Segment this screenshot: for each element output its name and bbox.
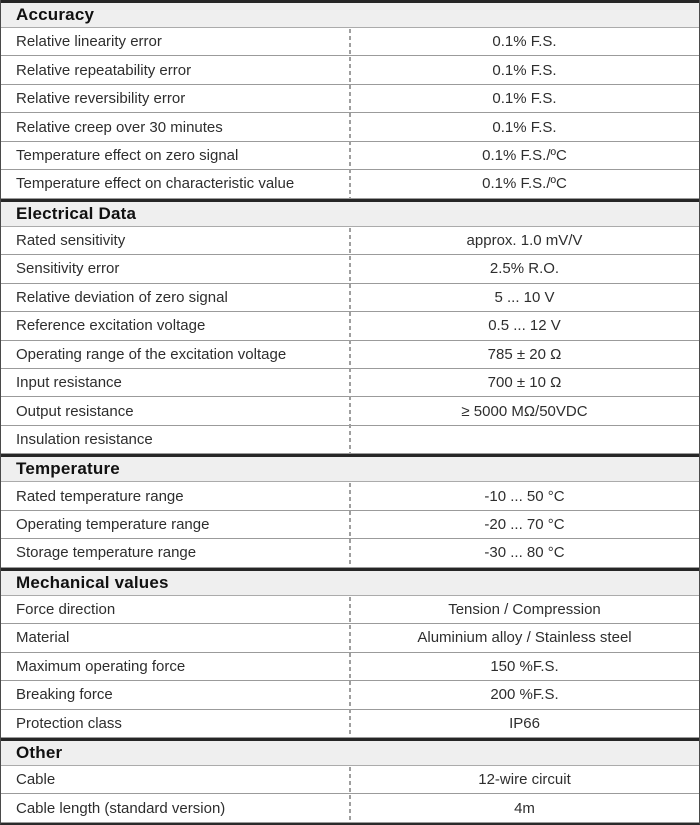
table-row bbox=[1, 85, 699, 113]
table-row bbox=[1, 653, 699, 681]
spec-section bbox=[1, 0, 699, 199]
table-row bbox=[1, 341, 699, 369]
row-value: 5 ... 10 V bbox=[494, 288, 555, 306]
row-value: 12-wire circuit bbox=[478, 771, 571, 789]
row-label: Input resistance bbox=[16, 374, 122, 392]
table-row bbox=[1, 624, 699, 652]
row-label: Rated temperature range bbox=[16, 487, 184, 505]
row-value: 0.1% F.S. bbox=[492, 118, 557, 136]
spec-section bbox=[1, 199, 699, 455]
row-value: 0.1% F.S./ºC bbox=[482, 175, 567, 193]
section-title: Mechanical values bbox=[16, 572, 169, 592]
row-label: Operating range of the excitation voltage bbox=[16, 345, 287, 363]
row-label: Storage temperature range bbox=[16, 544, 197, 562]
row-value: approx. 1.0 mV/V bbox=[466, 231, 583, 249]
row-value: 4m bbox=[514, 799, 535, 817]
table-row bbox=[1, 255, 699, 283]
row-label: Rated sensitivity bbox=[16, 231, 126, 249]
section-rows bbox=[1, 28, 699, 199]
section-title: Other bbox=[16, 742, 63, 762]
row-label: Temperature effect on zero signal bbox=[16, 147, 239, 165]
row-value: 785 ± 20 Ω bbox=[487, 345, 562, 363]
row-label: Breaking force bbox=[16, 686, 113, 704]
row-label: Operating temperature range bbox=[16, 516, 210, 534]
table-row bbox=[1, 794, 699, 822]
row-label: Relative reversibility error bbox=[16, 90, 186, 108]
row-value: 2.5% R.O. bbox=[489, 260, 560, 278]
row-value: -30 ... 80 °C bbox=[484, 544, 565, 562]
table-row bbox=[1, 113, 699, 141]
spec-section bbox=[1, 454, 699, 567]
table-row bbox=[1, 511, 699, 539]
table-row bbox=[1, 426, 699, 454]
table-row bbox=[1, 312, 699, 340]
row-label: Reference excitation voltage bbox=[16, 317, 206, 335]
row-label: Maximum operating force bbox=[16, 657, 186, 675]
row-label: Relative repeatability error bbox=[16, 61, 192, 79]
row-label: Output resistance bbox=[16, 402, 134, 420]
row-label: Sensitivity error bbox=[16, 260, 120, 278]
table-row bbox=[1, 397, 699, 425]
spec-section bbox=[1, 568, 699, 738]
section-header bbox=[1, 738, 699, 766]
row-value: -10 ... 50 °C bbox=[484, 487, 565, 505]
table-row bbox=[1, 596, 699, 624]
row-label: Force direction bbox=[16, 600, 116, 618]
row-label: Temperature effect on characteristic value bbox=[16, 175, 295, 193]
row-value: 200 %F.S. bbox=[490, 686, 559, 704]
section-rows bbox=[1, 482, 699, 567]
table-row bbox=[1, 539, 699, 567]
section-header bbox=[1, 199, 699, 227]
section-rows bbox=[1, 596, 699, 738]
row-label: Cable bbox=[16, 771, 56, 789]
row-value: ≥ 5000 MΩ/50VDC bbox=[461, 402, 588, 420]
row-label: Relative deviation of zero signal bbox=[16, 288, 228, 306]
table-row bbox=[1, 369, 699, 397]
section-title: Temperature bbox=[16, 459, 120, 479]
section-title: Accuracy bbox=[16, 5, 95, 24]
table-row bbox=[1, 766, 699, 794]
row-label: Relative linearity error bbox=[16, 33, 162, 51]
section-header bbox=[1, 454, 699, 482]
table-row bbox=[1, 681, 699, 709]
section-rows bbox=[1, 227, 699, 455]
row-value: Tension / Compression bbox=[448, 600, 601, 618]
section-rows bbox=[1, 766, 699, 823]
table-row bbox=[1, 28, 699, 56]
table-row bbox=[1, 482, 699, 510]
row-value: Aluminium alloy / Stainless steel bbox=[417, 629, 632, 647]
table-row bbox=[1, 710, 699, 738]
row-label: Protection class bbox=[16, 714, 122, 732]
row-value: 700 ± 10 Ω bbox=[487, 374, 562, 392]
row-value: 0.1% F.S. bbox=[492, 90, 557, 108]
spec-section bbox=[1, 738, 699, 823]
section-header bbox=[1, 0, 699, 28]
row-value: 0.1% F.S. bbox=[492, 33, 557, 51]
row-value: IP66 bbox=[509, 714, 540, 732]
row-label: Relative creep over 30 minutes bbox=[16, 118, 223, 136]
table-row bbox=[1, 170, 699, 198]
section-title: Electrical Data bbox=[16, 203, 137, 223]
row-value: 0.1% F.S. bbox=[492, 61, 557, 79]
row-value: 0.5 ... 12 V bbox=[488, 317, 561, 335]
row-label: Material bbox=[16, 629, 70, 647]
row-value: 0.1% F.S./ºC bbox=[482, 147, 567, 165]
section-header bbox=[1, 568, 699, 596]
row-label: Insulation resistance bbox=[16, 431, 153, 449]
row-label: Cable length (standard version) bbox=[16, 799, 226, 817]
table-row bbox=[1, 56, 699, 84]
table-row bbox=[1, 227, 699, 255]
row-value: -20 ... 70 °C bbox=[484, 516, 565, 534]
table-row bbox=[1, 284, 699, 312]
row-value: 150 %F.S. bbox=[490, 657, 559, 675]
table-row bbox=[1, 142, 699, 170]
